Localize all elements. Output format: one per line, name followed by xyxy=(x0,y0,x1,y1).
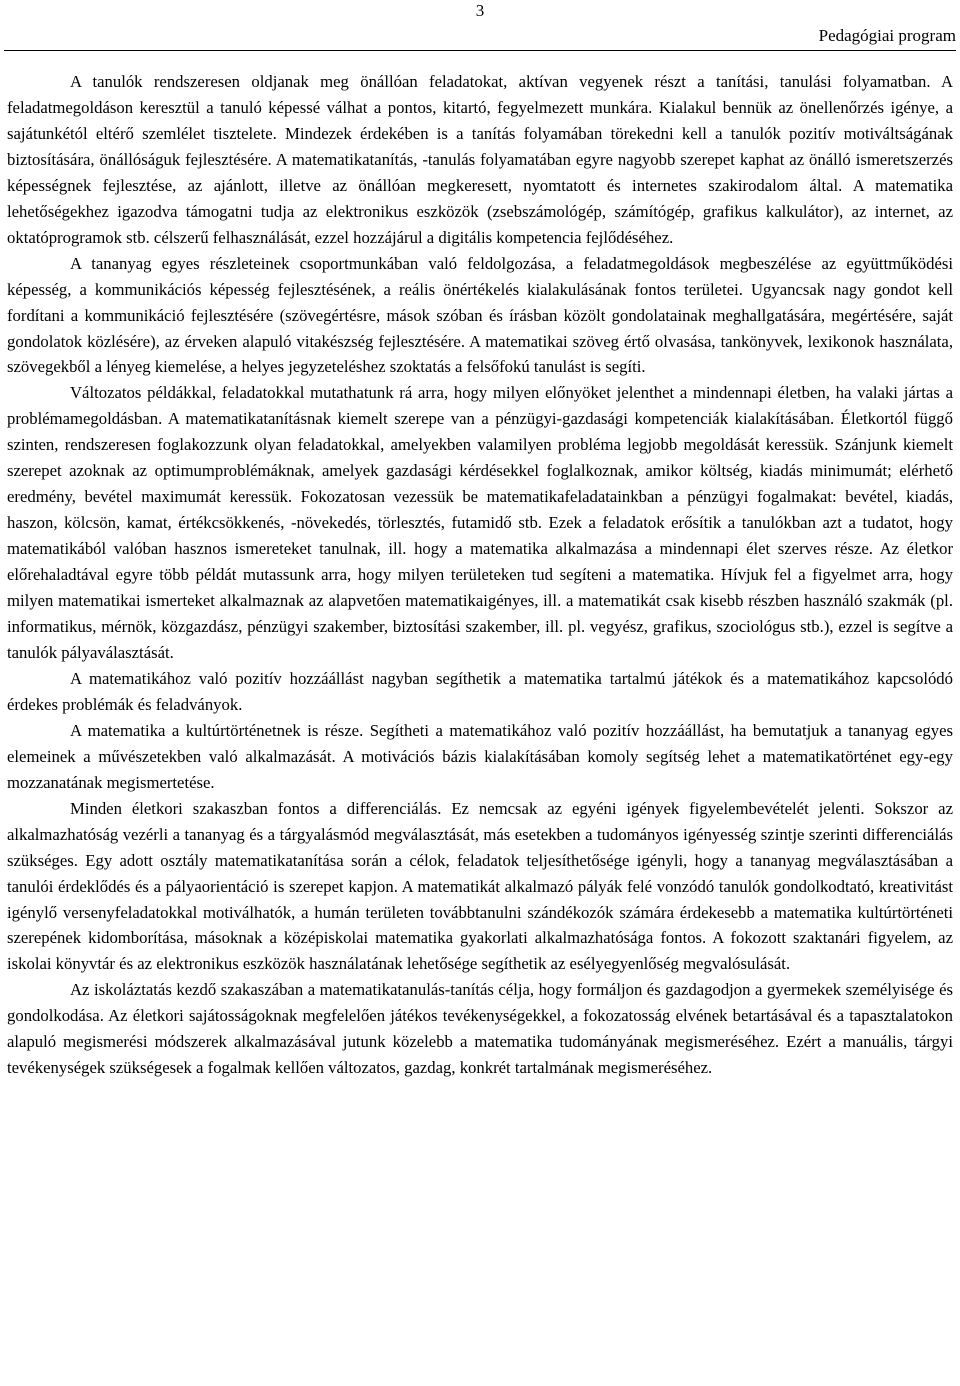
paragraph-csoportmunka: A tananyag egyes részleteinek csoportmunkában való feldolgozása, a feladatmegoldások megbeszélése az együttműködési képesség, a kommunikációs képesség fejlesztésének, a reális önértékelés kialakulásának fontos területei. Ugyancsak nagy gondot kell fordítani a kommunikáció fejlesztésére (szövegértésre, mások szóban és írásban közölt gondolatainak meghallgatására, megértésére, saját gondolatok közlésére), az érveken alapuló vitakészség fejlesztésére. A matematikai szöveg értő olvasása, tankönyvek, lexikonok használata, szövegekből a lényeg kiemelése, a helyes jegyzeteléshez szoktatás a felsőfokú tanulást is segíti. xyxy=(7,253,953,377)
paragraph-problemamegoldas: Változatos példákkal, feladatokkal mutathatunk rá arra, hogy milyen előnyöket jelenthet a mindennapi életben, ha valaki jártas a problémamegoldásban. A matematikatanításnak kiemelt szerepe van a pénzügyi-gazdasági kompetenciák kialakításában. Életkortól függő szinten, rendszeresen foglakozzunk olyan feladatokkal, amelyekben valamilyen probléma legjobb megoldását keressük. Szánjunk kiemelt szerepet azoknak az optimumproblémáknak, amelyek gazdasági kérdésekkel foglalkoznak, amikor költség, kiadás minimumát; elérhető eredmény, bevétel maximumát keressük. Fokozatosan vezessük be matematikafeladatainkban a pénzügyi fogalmakat: bevétel, kiadás, haszon, kölcsön, kamat, értékcsökkenés, -növekedés, törlesztés, futamidő stb. Ezek a feladatok erősítik a tanulókban azt a tudatot, hogy matematikából valóban hasznos ismereteket tanulnak, ill. hogy a matematika alkalmazása a mindennapi élet szerves része. Az életkor előrehaladtával egyre több példát mutassunk arra, hogy milyen területeken tud segíteni a matematika. Hívjuk fel a figyelmet arra, hogy milyen matematikai ismerteket alkalmaznak az alapvetően matematikaigényes, ill. a matematikát csak kisebb részben használó szakmák (pl. informatikus, mérnök, közgazdász, pénzügyi szakember, biztosítási szakember, ill. pl. vegyész, grafikus, szociológus stb.), ezzel is segítve a tanulók pályaválasztását. xyxy=(7,383,953,662)
paragraph-differencialas: Minden életkori szakaszban fontos a differenciálás. Ez nemcsak az egyéni igények figyelembevételét jelenti. Sokszor az alkalmazhatóság vezérli a tananyag és a tárgyalásmód megválasztását, más esetekben a tudományos igényesség szintje szerinti differenciálás szükséges. Egy adott osztály matematikatanítása során a célok, feladatok teljesíthetősége igényli, hogy a tananyag megválasztásában a tanulói érdeklődés és a pályaorientáció is szerepet kapjon. A matematikát alkalmazó pályák felé vonzódó tanulók gondolkodtató, kreativitást igénylő versenyfeladatokkal motiválhatók, a humán területen továbbtanulni szándékozók számára érdekesebb a matematika kultúrtörténeti szerepének kidomborítása, másoknak a középiskolai matematika gyakorlati alkalmazhatósága fontos. A fokozott szaktanári figyelem, az iskolai könyvtár és az elektronikus eszközök használatának lehetősége segíthetik az esélyegyenlőség megvalósulását. xyxy=(7,798,953,974)
paragraph-kulturtortenet: A matematika a kultúrtörténetnek is része. Segítheti a matematikához való pozitív hozzáállást, ha bemutatjuk a tananyag egyes elemeinek a művészetekben való alkalmazását. A motivációs bázis kialakításában komoly segítség lehet a matematikatörténet egy-egy mozzanatának megismertetése. xyxy=(7,720,953,792)
paragraph-kezdo-szakasz: Az iskoláztatás kezdő szakaszában a matematikatanulás-tanítás célja, hogy formáljon és gazdagodjon a gyermekek személyisége és gondolkodása. Az életkori sajátosságoknak megfelelően játékos tevékenységekkel, a fokozatosság elvének betartásával és a tapasztalatokon alapuló megismerési módszerek alkalmazásával jutunk közelebb a matematika tudományának megismeréséhez. Ezért a manuális, tárgyi tevékenységek szükségesek a fogalmak kellően változatos, gazdag, konkrét tartalmának megismeréséhez. xyxy=(7,980,953,1078)
paragraph-jatekok: A matematikához való pozitív hozzáállást nagyban segíthetik a matematika tartalmú játékok és a matematikához kapcsolódó érdekes problémák és feladványok. xyxy=(7,668,953,714)
header-divider xyxy=(4,50,956,51)
page-number: 3 xyxy=(475,1,485,20)
running-header-title: Pedagógiai program xyxy=(818,26,956,45)
body-text xyxy=(7,69,953,1081)
paragraph-tanulok-onallo-munka: A tanulók rendszeresen oldjanak meg önállóan feladatokat, aktívan vegyenek részt a tanítási, tanulási folyamatban. A feladatmegoldáson keresztül a tanuló képessé válhat a pontos, kitartó, fegyelmezett munkára. Kialakul bennük az önellenőrzés igénye, a sajátunkétól eltérő szemlélet tisztelete. Mindezek érdekében is a tanítás folyamában törekedni kell a tanulók pozitív motiváltságának biztosítására, önállóságuk fejlesztésére. A matematikatanítás, -tanulás folyamatában egyre nagyobb szerepet kaphat az önálló ismeretszerzés képességnek fejlesztése, az ajánlott, illetve az önállóan megkeresett, nyomtatott és internetes szakirodalom által. A matematika lehetőségekhez igazodva támogatni tudja az elektronikus eszközök (zsebszámológép, számítógép, grafikus kalkulátor), az internet, az oktatóprogramok stb. célszerű felhasználását, ezzel hozzájárul a digitális kompetencia fejlődéséhez. xyxy=(7,72,953,247)
